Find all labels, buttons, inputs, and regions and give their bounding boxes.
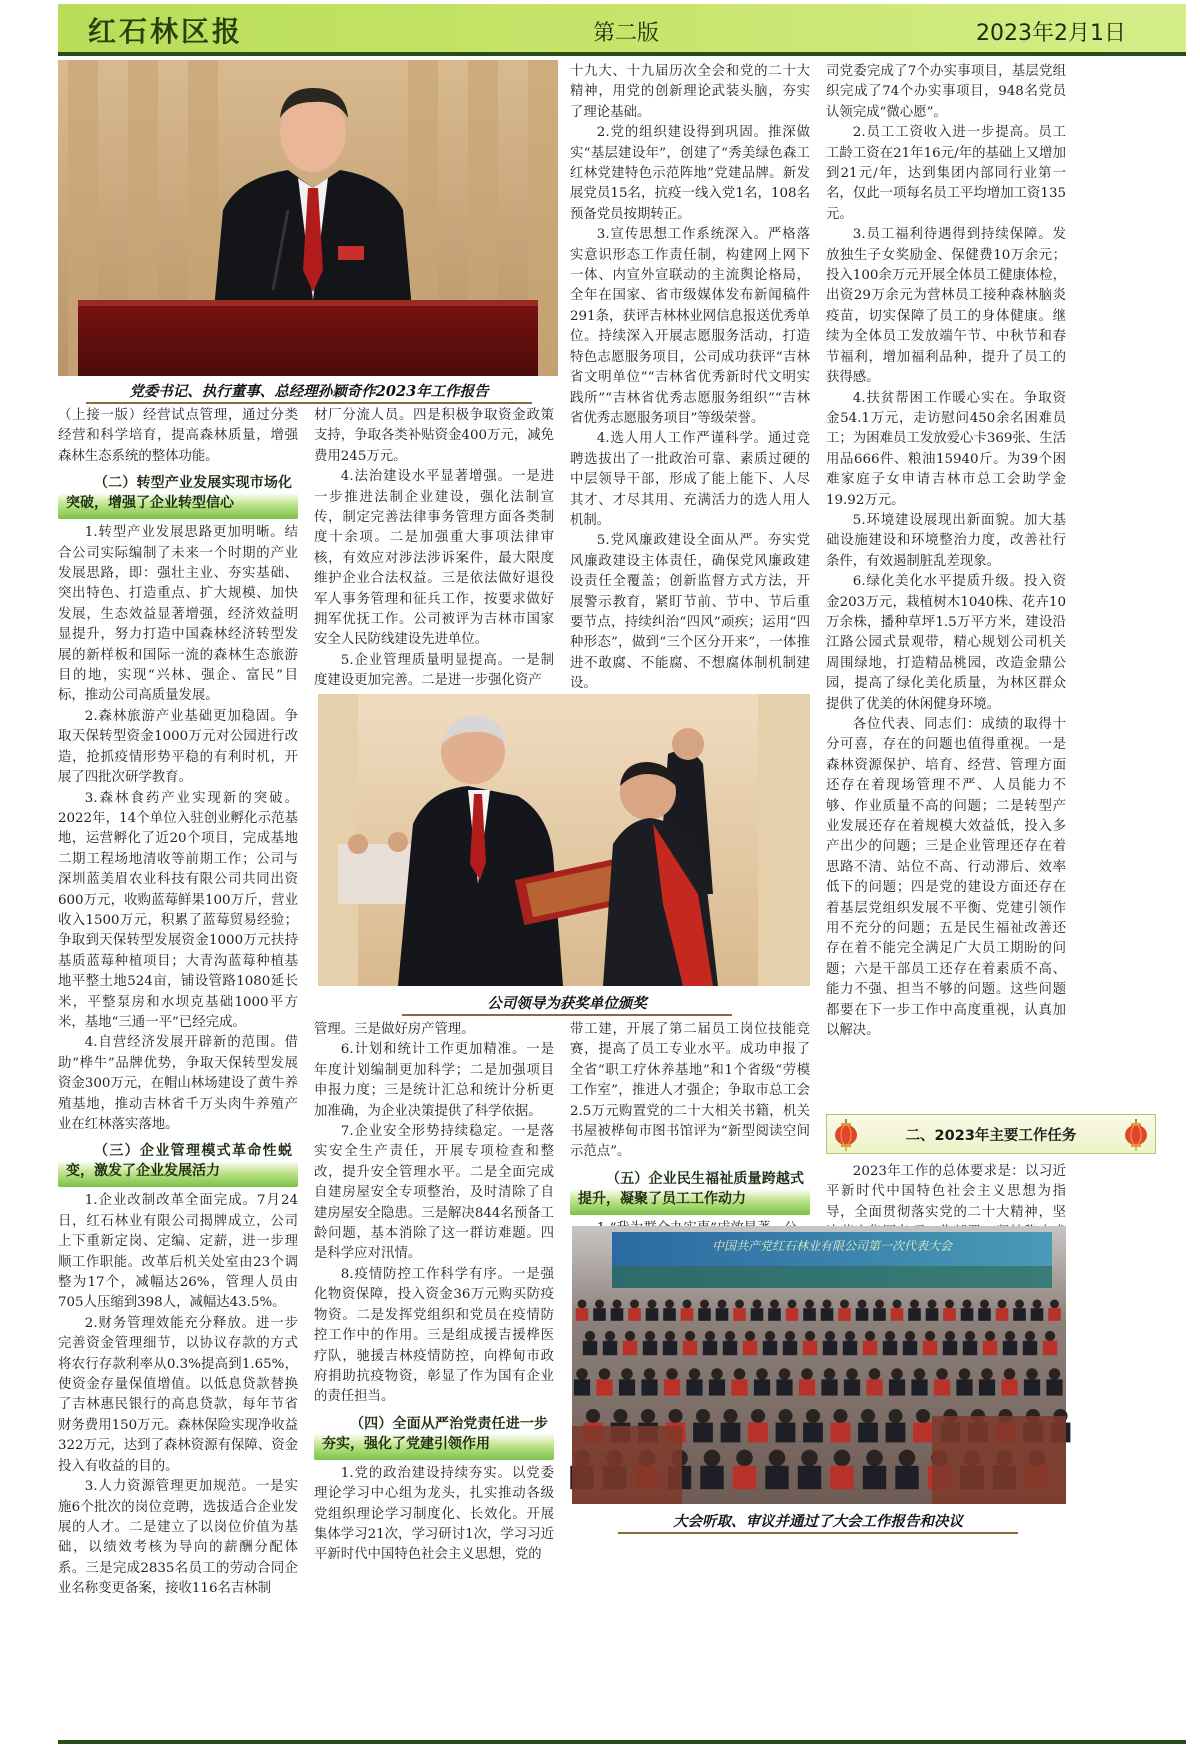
audience-member xyxy=(1026,1368,1038,1380)
article-column-4-top xyxy=(826,62,1066,1112)
audience-member-body xyxy=(681,1308,694,1321)
audience-member-body xyxy=(603,1341,617,1355)
audience-member xyxy=(613,1409,627,1423)
audience-member xyxy=(891,1368,903,1380)
paragraph: 4.自营经济发展开辟新的范围。借助“桦牛”品牌优势，争取天保转型发展资金300万元，在帽山林场建设了黄牛养殖基地，推动吉林省千万头肉牛养殖产业在红林落实落地。 xyxy=(58,1035,298,1132)
lantern-icon xyxy=(1123,1119,1149,1151)
audience-member-body xyxy=(943,1341,957,1355)
audience-member-body xyxy=(686,1379,702,1395)
audience-member xyxy=(645,1331,655,1341)
subheading: （二）转型产业发展实现市场化突破，增强了企业转型信心 xyxy=(58,471,298,519)
audience-member-body xyxy=(903,1341,917,1355)
article-column-3-top xyxy=(570,62,810,692)
audience-member xyxy=(668,1409,682,1423)
audience-member xyxy=(788,1300,797,1309)
paragraph: 3.森林食药产业实现新的突破。2022年，14个单位入驻创业孵化示范基地，运营孵化了近20个项目，完成基地二期工程场地清收等前期工作；公司与深圳蓝美眉农业科技有限公司共同出资600万元，收购蓝莓鲜果100万斤，营业收入1500万元，积累了蓝莓贸易经验；争取到天保转型发展资金1000万元扶持基质蓝莓种植项目；大青沟蓝莓种植基地平整土地524亩，铺设管路1080延长米，平整泵房和水坝克基础1000平方米，基地“三通一平”已经完成。 xyxy=(58,790,298,1030)
audience-member-body xyxy=(663,1341,677,1355)
audience-member-body xyxy=(731,1379,747,1395)
audience-member-body xyxy=(733,1466,756,1489)
audience-member xyxy=(980,1300,989,1309)
bottom-rule xyxy=(58,1740,1186,1744)
audience-member xyxy=(723,1409,737,1423)
paragraph: 2023年工作的总体要求是：以习近平新时代中国特色社会主义思想为指导，全面贯彻落实党的二十大精神，坚 xyxy=(826,1164,1066,1220)
audience-member xyxy=(801,1368,813,1380)
audience-member xyxy=(1045,1331,1055,1341)
audience-member xyxy=(834,1450,851,1467)
audience-member xyxy=(846,1368,858,1380)
audience-member xyxy=(648,1300,657,1309)
paragraph: 3.人力资源管理更加规范。一是实施6个批次的岗位竞聘，选拔适合企业发展的人才。二是建立了以岗位价值为基础，以绩效考核为导向的薪酬分配体系。三是完成2835名员工的劳动合同企业名称变更备案，接收116名吉林制 xyxy=(58,1479,298,1597)
audience-member-body xyxy=(628,1308,641,1321)
audience-member xyxy=(1050,1300,1059,1309)
audience-member-body xyxy=(1043,1341,1057,1355)
audience-member-body xyxy=(956,1379,972,1395)
audience-member xyxy=(945,1300,954,1309)
audience-member-body xyxy=(979,1379,995,1395)
paragraph: 1.党的政治建设持续夯实。以党委理论学习中心组为龙头，扎实推动各级党组织理论学习制度化、长效化。开展集体学习21次，学习研讨1次，学习习近平新时代中国特色社会主义思想，党的 xyxy=(314,1465,554,1563)
audience-member xyxy=(665,1331,675,1341)
paragraph: 4.选人用人工作严谨科学。通过竞聘选拔出了一批政治可靠、素质过硬的中层领导干部，形成了能上能下、人尽其才、才尽其用、充满活力的选人用人机制。 xyxy=(570,431,810,528)
audience-member-body xyxy=(786,1308,799,1321)
audience-member-body xyxy=(908,1308,921,1321)
paragraph: 5.党风廉政建设全面从严。夯实党风廉政建设主体责任，确保党风廉政建设责任全覆盖；创新监督方式方法，开展警示教育，紧盯节前、节中、节后重要节点，持续纠治“四风”顽疾；运用“四种形态”，做到“三个区分开来”，一体推进不敢腐、不能腐、不想腐体制机制建设。 xyxy=(570,533,810,692)
audience-member-body xyxy=(858,1423,878,1443)
audience-member xyxy=(833,1409,847,1423)
audience-member xyxy=(945,1331,955,1341)
audience-member-body xyxy=(593,1308,606,1321)
audience-member-body xyxy=(1001,1379,1017,1395)
audience-member-body xyxy=(798,1466,821,1489)
audience-member-body xyxy=(863,1341,877,1355)
audience-member xyxy=(959,1368,971,1380)
audience-member xyxy=(928,1300,937,1309)
audience-member xyxy=(916,1409,930,1423)
audience-member xyxy=(736,1450,753,1467)
audience-member xyxy=(613,1300,622,1309)
audience-member xyxy=(641,1409,655,1423)
audience-member xyxy=(805,1331,815,1341)
audience-member xyxy=(765,1331,775,1341)
subheading: （五）企业民生福祉质量跨越式提升，凝聚了员工工作动力 xyxy=(570,1167,810,1215)
audience-member-body xyxy=(776,1379,792,1395)
audience-member-body xyxy=(823,1341,837,1355)
audience-member-body xyxy=(703,1341,717,1355)
audience-member-body xyxy=(623,1341,637,1355)
audience-member-body xyxy=(643,1341,657,1355)
audience-member-body xyxy=(768,1308,781,1321)
photo-assembly-image xyxy=(572,1226,1066,1504)
audience-member-body xyxy=(873,1308,886,1321)
audience-member xyxy=(806,1409,820,1423)
audience-member xyxy=(725,1331,735,1341)
audience-member xyxy=(885,1331,895,1341)
audience-member-body xyxy=(883,1341,897,1355)
audience-member xyxy=(705,1331,715,1341)
issue-date: 2023年2月1日 xyxy=(976,21,1126,46)
article-column-2-bottom xyxy=(314,1020,554,1736)
subheading: （三）企业管理模式革命性蜕变，激发了企业发展活力 xyxy=(58,1139,298,1187)
photo-assembly xyxy=(572,1226,1066,1504)
audience-member-body xyxy=(683,1341,697,1355)
audience-member xyxy=(625,1331,635,1341)
paper-name: 红石林区报 xyxy=(88,15,244,48)
audience-member xyxy=(866,1450,883,1467)
photo-speaker-image xyxy=(58,60,558,376)
audience-member-body xyxy=(1013,1308,1026,1321)
paragraph: 2.员工工资收入进一步提高。员工工龄工资在21年16元/年的基础上又增加到21元/年，达到集团内部同行业第一名，仅此一项每名员工平均增加工资135元。 xyxy=(826,125,1066,222)
audience-member-body xyxy=(743,1341,757,1355)
audience-member-body xyxy=(1003,1341,1017,1355)
paragraph: 各位代表、同志们：成绩的取得十分可喜，存在的问题也值得重视。一是森林资源保护、培育、经营、管理方面还存在着现场管理不严、人员能力不够、作业质量不高的问题；二是转型产业发展还存在着规模大效益低，投入多产出少的问题；三是企业管理还存在着思路不清、站位不高、行动滞后、效率低下的问题；四是党的建设方面还存在着基层党组织发展不平衡、党建引领作用不充分的问题；五是民生福祉改善还存在着不能完全满足广大员工期盼的问题；六是干部员工还存在着素质不高、能力不强、担当不够的问题。这些问题都要在下一步工作中高度重视，认真加以解决。 xyxy=(826,717,1066,1039)
audience-member xyxy=(779,1368,791,1380)
paragraph: 3.员工福利待遇得到持续保障。发放独生子女奖励金、保健费10万余元；投入100余万元开展全体员工健康体检，出资29万余元为营林员工接种森林脑炎疫苗，切实保障了员工的身体健康。继续为全体员工发放端午节、中秋节和春节福利，增加福利品种，提升了员工的获得感。 xyxy=(826,227,1066,386)
audience-member-body xyxy=(663,1308,676,1321)
audience-member-body xyxy=(716,1308,729,1321)
audience-member-body xyxy=(983,1341,997,1355)
audience-member xyxy=(824,1368,836,1380)
audience-member xyxy=(905,1331,915,1341)
paragraph: 3.宣传思想工作系统深入。严格落实意识形态工作责任制，构建网上网下一体、内宣外宣联动的主流舆论格局，全年在国家、省市级媒体发布新闻稿件291条，获评吉林林业网信息报送优秀单位。持续深入开展志愿服务活动，打造特色志愿服务项目，公司成功获评“吉林省文明单位”“吉林省优秀新时代文明实践所”“吉林省优秀志愿服务组织”“吉林省优秀志愿服务项目”等级荣誉。 xyxy=(570,227,810,426)
audience-member xyxy=(683,1300,692,1309)
hall-banner-text: 中国共产党红石林业有限公司第一次代表大会 xyxy=(711,1239,953,1253)
article-column-2-top xyxy=(314,406,554,689)
audience-member-body xyxy=(803,1341,817,1355)
audience-member xyxy=(965,1331,975,1341)
audience-member xyxy=(770,1300,779,1309)
audience-member xyxy=(586,1409,600,1423)
audience-member xyxy=(666,1368,678,1380)
paragraph: 5.环境建设展现出新面貌。加大基础设施建设和环境整治力度，改善社行条件，有效遏制脏乱差现象。 xyxy=(826,512,1066,569)
photo-speaker xyxy=(58,60,558,376)
paragraph: 2.党的组织建设得到巩固。推深做实“基层建设年”，创建了“秀美绿色森工 红林党建特色示范阵地”党建品牌。新发展党员15名，抗疫一线入党1名，108名预备党员按期转正。 xyxy=(570,125,810,222)
audience-member-body xyxy=(803,1423,823,1443)
audience-member xyxy=(981,1368,993,1380)
article-column-3-bottom xyxy=(570,1020,810,1216)
audience-member-body xyxy=(996,1308,1009,1321)
audience-member-body xyxy=(783,1341,797,1355)
audience-member xyxy=(963,1300,972,1309)
audience-member xyxy=(605,1331,615,1341)
audience-member xyxy=(665,1300,674,1309)
audience-member-body xyxy=(943,1308,956,1321)
audience-member xyxy=(704,1450,721,1467)
paragraph: （上接一版）经营试点管理，通过分类经营和科学培育，提高森林质量，增强森林生态系统的整体功能。 xyxy=(58,408,298,464)
paragraph: 4.法治建设水平显著增强。一是进一步推进法制企业建设，强化法制宣传，制定完善法律事务管理方面各类制度十余项。二是加强重大事项法律审核，有效应对涉法涉诉案件，最大限度维护企业合法权益。三是依法做好退役军人事务管理和征兵工作，按要求做好拥军优抚工作。公司被评为吉林市国家安全人民防线建设先进单位。 xyxy=(314,469,554,648)
audience-member xyxy=(805,1300,814,1309)
audience-member xyxy=(840,1300,849,1309)
audience-member-body xyxy=(821,1379,837,1395)
audience-member-body xyxy=(830,1466,853,1489)
audience-member xyxy=(888,1409,902,1423)
audience-member-body xyxy=(803,1308,816,1321)
audience-member-body xyxy=(698,1308,711,1321)
audience-member-body xyxy=(1024,1379,1040,1395)
audience-member-body xyxy=(838,1308,851,1321)
audience-member xyxy=(585,1331,595,1341)
audience-member xyxy=(825,1331,835,1341)
audience-member-body xyxy=(913,1423,933,1443)
audience-member xyxy=(1049,1368,1061,1380)
audience-member xyxy=(910,1300,919,1309)
audience-member xyxy=(861,1409,875,1423)
audience-member-body xyxy=(763,1341,777,1355)
audience-member-body xyxy=(843,1341,857,1355)
audience-member-body xyxy=(619,1379,635,1395)
audience-member xyxy=(869,1368,881,1380)
paragraph: 8.疫情防控工作科学有序。一是强化物资保障，投入资金36万元购买防疫物资。二是发挥党组织和党员在疫情防控工作中的作用。三是组成援吉援桦医疗队，驰援吉林疫情防控，向桦甸市政府捐助抗疫物资，彰显了作为国有企业的责任担当。 xyxy=(314,1266,554,1405)
audience-member xyxy=(985,1331,995,1341)
audience-member xyxy=(745,1331,755,1341)
photo-award-image xyxy=(318,694,810,986)
audience-member-body xyxy=(856,1308,869,1321)
audience-member-body xyxy=(723,1341,737,1355)
audience-member-body xyxy=(886,1423,906,1443)
audience-member xyxy=(893,1300,902,1309)
audience-member-body xyxy=(891,1308,904,1321)
audience-member xyxy=(685,1331,695,1341)
lantern-icon xyxy=(833,1119,859,1151)
audience-member xyxy=(595,1300,604,1309)
audience-member xyxy=(899,1450,916,1467)
audience-member-body xyxy=(721,1423,741,1443)
photo-award xyxy=(318,694,810,986)
paragraph: 带工建，开展了第二届员工岗位技能竞赛，提高了员工专业水平。成功申报了全省“职工疗休养基地”和1个省级“劳模工作室”，推进人才强企；争取市总工会2.5万元购置党的二十大相关书籍，机关书屋被桦甸市图书馆评为“新型阅读空间示范点”。 xyxy=(570,1022,810,1160)
audience-member-body xyxy=(961,1308,974,1321)
audience-member xyxy=(914,1368,926,1380)
audience-member xyxy=(801,1450,818,1467)
audience-member xyxy=(599,1368,611,1380)
masthead xyxy=(58,4,1186,56)
section-heading xyxy=(826,1114,1156,1154)
subheading: （四）全面从严治党责任进一步夯实，强化了党建引领作用 xyxy=(314,1412,554,1460)
audience-member-body xyxy=(844,1379,860,1395)
audience-member xyxy=(998,1300,1007,1309)
audience-member-body xyxy=(664,1379,680,1395)
paragraph: 4.扶贫帮困工作暖心实在。争取资金54.1万元，走访慰问450余名困难员工；为困难员工发放爱心卡369张、生活用品666件、粮油15940斤。为39个困难家庭子女申请吉林市总工会助学金19.92万元。 xyxy=(826,390,1066,508)
audience-member-body xyxy=(646,1308,659,1321)
audience-member-body xyxy=(611,1308,624,1321)
audience-member-body xyxy=(1046,1379,1062,1395)
audience-member-body xyxy=(863,1466,886,1489)
audience-member-body xyxy=(895,1466,918,1489)
audience-member-body xyxy=(1031,1308,1044,1321)
audience-member xyxy=(630,1300,639,1309)
audience-member xyxy=(1033,1300,1042,1309)
audience-member xyxy=(925,1331,935,1341)
audience-member-body xyxy=(1048,1308,1061,1321)
audience-member-body xyxy=(754,1379,770,1395)
audience-member xyxy=(621,1368,633,1380)
audience-member-body xyxy=(700,1466,723,1489)
audience-member-body xyxy=(641,1379,657,1395)
paragraph: 材厂分流人员。四是积极争取资金政策支持，争取各类补贴资金400万元，减免费用245万元。 xyxy=(314,408,554,464)
audience-member xyxy=(769,1450,786,1467)
paragraph: 十九大、十九届历次全会和党的二十大精神，用党的创新理论武装头脑，夯实了理论基础。 xyxy=(570,64,810,120)
audience-member-body xyxy=(934,1379,950,1395)
audience-member xyxy=(644,1368,656,1380)
audience-member-body xyxy=(748,1423,768,1443)
audience-member xyxy=(823,1300,832,1309)
section-title: 二、2023年主要工作任务 xyxy=(905,1127,1077,1144)
audience-member-body xyxy=(765,1466,788,1489)
audience-member-body xyxy=(799,1379,815,1395)
photo-speaker-caption: 党委书记、执行董事、总经理孙颖奇作2023年工作报告 xyxy=(86,380,532,404)
audience-member xyxy=(689,1368,701,1380)
audience-member xyxy=(778,1409,792,1423)
paragraph: 5.企业管理质量明显提高。一是制度建设更加完善。二是进一步强化资产 xyxy=(314,652,554,689)
audience-member-body xyxy=(751,1308,764,1321)
audience-member xyxy=(735,1300,744,1309)
paragraph: 6.计划和统计工作更加精准。一是年度计划编制更加科学；二是加强项目申报力度；三是统计汇总和统计分析更加准确，为企业决策提供了科学依据。 xyxy=(314,1042,554,1119)
audience-member-body xyxy=(576,1308,589,1321)
audience-member xyxy=(1025,1331,1035,1341)
audience-member xyxy=(875,1300,884,1309)
audience-member xyxy=(1004,1368,1016,1380)
audience-member xyxy=(753,1300,762,1309)
paragraph: 1.转型产业发展思路更加明晰。结合公司实际编制了未来一个时期的产业发展思路，即：强壮主业、夯实基础、突出特色、打造重点、扩大规模、加快发展，生态效益显著增强，经济效益明显提升，努力打造中国森林经济转型发展的新样板和国际一流的森林生态旅游目的地，实现“兴林、强企、富民”目标，推动公司高质量发展。 xyxy=(58,525,298,704)
audience-member xyxy=(718,1300,727,1309)
audience-member xyxy=(578,1300,587,1309)
audience-member-body xyxy=(866,1379,882,1395)
audience-member xyxy=(576,1368,588,1380)
audience-member-body xyxy=(963,1341,977,1355)
audience-member xyxy=(1005,1331,1015,1341)
audience-member xyxy=(845,1331,855,1341)
audience-member xyxy=(785,1331,795,1341)
audience-member-body xyxy=(911,1379,927,1395)
paragraph: 1.企业改制改革全面完成。7月24日，红石林业有限公司揭牌成立，公司上下重新定岗、定编、定薪，进一步理顺工作职能。改革后机关处室由23个调整为17个，减幅达26%，管理人员由705人压缩到398人，减幅达43.5%。 xyxy=(58,1193,298,1311)
paragraph: 2.财务管理效能充分释放。进一步完善资金管理细节，以协议存款的方式将农行存款利率从0.3%提高到1.65%，使资金存量保值增值。以低息贷款替换了吉林惠民银行的高息贷款，每年节省财务费用150万元。森林保险实现净收益322万元，达到了森林资源有保障、资金投入有收益的目的。 xyxy=(58,1315,298,1474)
photo-assembly-caption: 大会听取、审议并通过了大会工作报告和决议 xyxy=(618,1510,1018,1534)
paragraph: 管理。三是做好房产管理。 xyxy=(314,1022,475,1037)
paragraph: 2.森林旅游产业基础更加稳固。争取天保转型资金1000万元对公园进行改造，抢抓疫情形势平稳的有利时机，开展了四批次研学教育。 xyxy=(58,708,298,786)
audience-member-body xyxy=(889,1379,905,1395)
audience-member xyxy=(751,1409,765,1423)
audience-member xyxy=(858,1300,867,1309)
audience-member-body xyxy=(709,1379,725,1395)
audience-member-body xyxy=(596,1379,612,1395)
audience-member-body xyxy=(583,1341,597,1355)
audience-member xyxy=(1015,1300,1024,1309)
audience-member xyxy=(696,1409,710,1423)
audience-member-body xyxy=(776,1423,796,1443)
audience-member-body xyxy=(733,1308,746,1321)
audience-member xyxy=(936,1368,948,1380)
article-column-1 xyxy=(58,406,298,1736)
audience-member-body xyxy=(693,1423,713,1443)
audience-member-body xyxy=(574,1379,590,1395)
audience-member-body xyxy=(926,1308,939,1321)
audience-member-body xyxy=(923,1341,937,1355)
paragraph: 司党委完成了7个办实事项目，基层党组织完成了74个办实事项目，948名党员认领完成“微心愿”。 xyxy=(826,64,1066,120)
audience-member-body xyxy=(1023,1341,1037,1355)
paragraph: 7.企业安全形势持续稳定。一是落实安全生产责任，开展专项检查和整改，提升安全管理水平。二是全面完成自建房屋安全专项整治，及时清除了自建房屋安全隐患。三是解决844名预备工龄问题，基本消除了这一群访难题。四是科学应对汛情。 xyxy=(314,1124,554,1262)
audience-member-body xyxy=(978,1308,991,1321)
audience-member-body xyxy=(831,1423,851,1443)
paragraph: 6.绿化美化水平提质升级。投入资金203万元，栽植树木1040株、花卉10万余株，播种草坪1.5万平方米，建设沿江路公园式景观带，精心规划公司机关周围绿地，打造精品桃园，改造金鼎公园，提高了绿化美化质量，为林区群众提供了优美的休闲健身环境。 xyxy=(826,574,1066,712)
audience-member xyxy=(865,1331,875,1341)
edition-label: 第二版 xyxy=(593,21,660,46)
article-column-4-bottom xyxy=(826,1162,1066,1218)
audience-member xyxy=(711,1368,723,1380)
audience-member xyxy=(700,1300,709,1309)
audience-member xyxy=(734,1368,746,1380)
audience-member-body xyxy=(821,1308,834,1321)
photo-award-caption: 公司领导为获奖单位颁奖 xyxy=(402,992,732,1016)
audience-member xyxy=(756,1368,768,1380)
